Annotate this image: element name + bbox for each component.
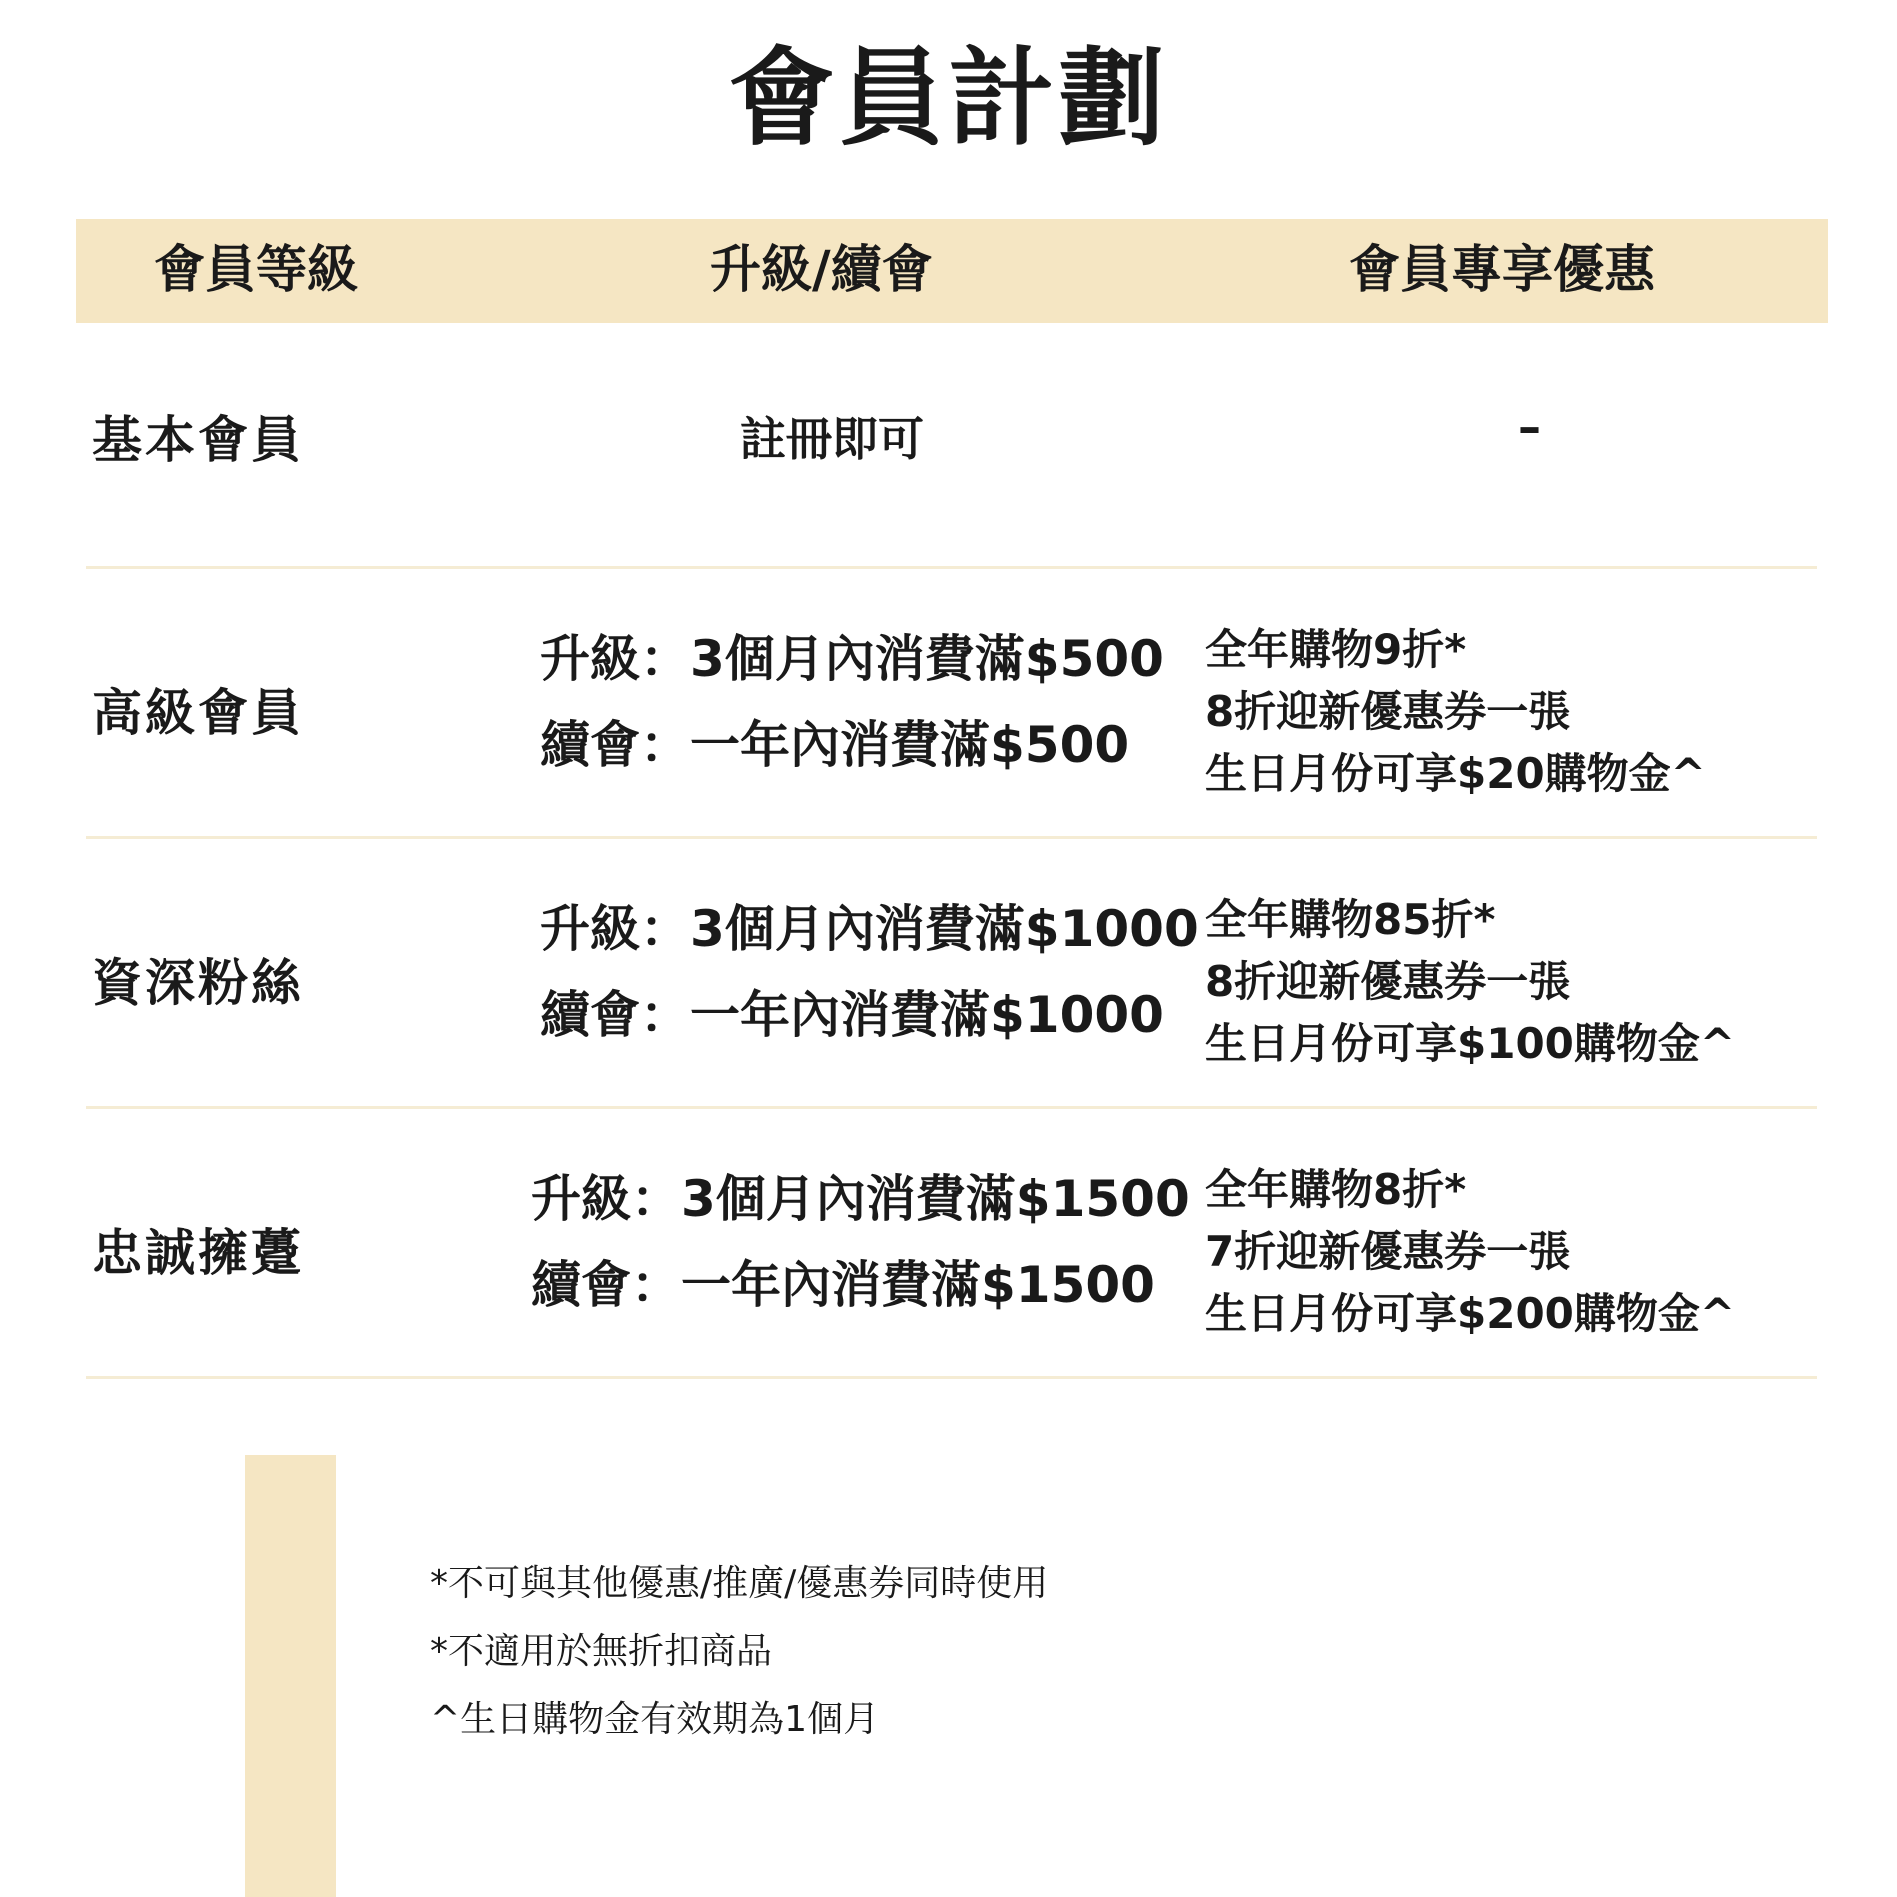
- benefit-birthday: 生日月份可享$100購物金^: [1205, 1019, 1736, 1068]
- tier-name-premium: 高級會員: [92, 684, 304, 742]
- tier-name-basic: 基本會員: [92, 411, 304, 469]
- tier-benefits-loyal: [1205, 1159, 1735, 1345]
- column-header-benefits: 會員專享優惠: [1349, 241, 1656, 300]
- tier-benefit-basic: –: [1518, 400, 1541, 454]
- tier-name-loyal: 忠誠擁躉: [92, 1224, 304, 1282]
- column-header-requirement: 升級/續會: [710, 241, 933, 300]
- upgrade-requirement: 升級：3個月內消費滿$500: [540, 630, 1164, 688]
- tier-requirements-senior-fan: [540, 886, 1199, 1058]
- footnotes: [430, 1550, 1048, 1754]
- renew-requirement: 續會：一年內消費滿$1500: [531, 1256, 1155, 1314]
- column-header-level: 會員等級: [154, 241, 359, 300]
- tier-benefits-premium: [1205, 619, 1706, 805]
- footnote: *不適用於無折扣商品: [430, 1631, 773, 1672]
- footnote: *不可與其他優惠/推廣/優惠券同時使用: [430, 1563, 1049, 1604]
- table-header: [76, 219, 1828, 323]
- renew-requirement: 續會：一年內消費滿$1000: [540, 986, 1164, 1044]
- benefit-discount: 全年購物8折*: [1205, 1165, 1467, 1214]
- renew-requirement: 續會：一年內消費滿$500: [540, 716, 1130, 774]
- notes-accent-bar: [245, 1455, 336, 1897]
- tier-requirements-premium: [540, 616, 1164, 788]
- row-divider: [86, 566, 1817, 569]
- benefit-discount: 全年購物9折*: [1205, 625, 1467, 674]
- tier-requirements-loyal: [531, 1156, 1190, 1328]
- upgrade-requirement: 升級：3個月內消費滿$1000: [540, 900, 1199, 958]
- benefit-birthday: 生日月份可享$20購物金^: [1205, 749, 1706, 798]
- row-divider: [86, 1106, 1817, 1109]
- benefit-discount: 全年購物85折*: [1205, 895, 1496, 944]
- page-title: 會員計劃: [728, 35, 1169, 160]
- benefit-welcome-coupon: 8折迎新優惠券一張: [1205, 687, 1571, 736]
- benefit-birthday: 生日月份可享$200購物金^: [1205, 1289, 1736, 1338]
- benefit-welcome-coupon: 8折迎新優惠券一張: [1205, 957, 1571, 1006]
- tier-name-senior-fan: 資深粉絲: [92, 954, 304, 1012]
- footnote: ^生日購物金有效期為1個月: [430, 1699, 880, 1740]
- upgrade-requirement: 升級：3個月內消費滿$1500: [531, 1170, 1190, 1228]
- row-divider: [86, 836, 1817, 839]
- row-divider: [86, 1376, 1817, 1379]
- benefit-welcome-coupon: 7折迎新優惠券一張: [1205, 1227, 1571, 1276]
- tier-requirement-basic: 註冊即可: [740, 412, 924, 466]
- tier-benefits-senior-fan: [1205, 889, 1735, 1075]
